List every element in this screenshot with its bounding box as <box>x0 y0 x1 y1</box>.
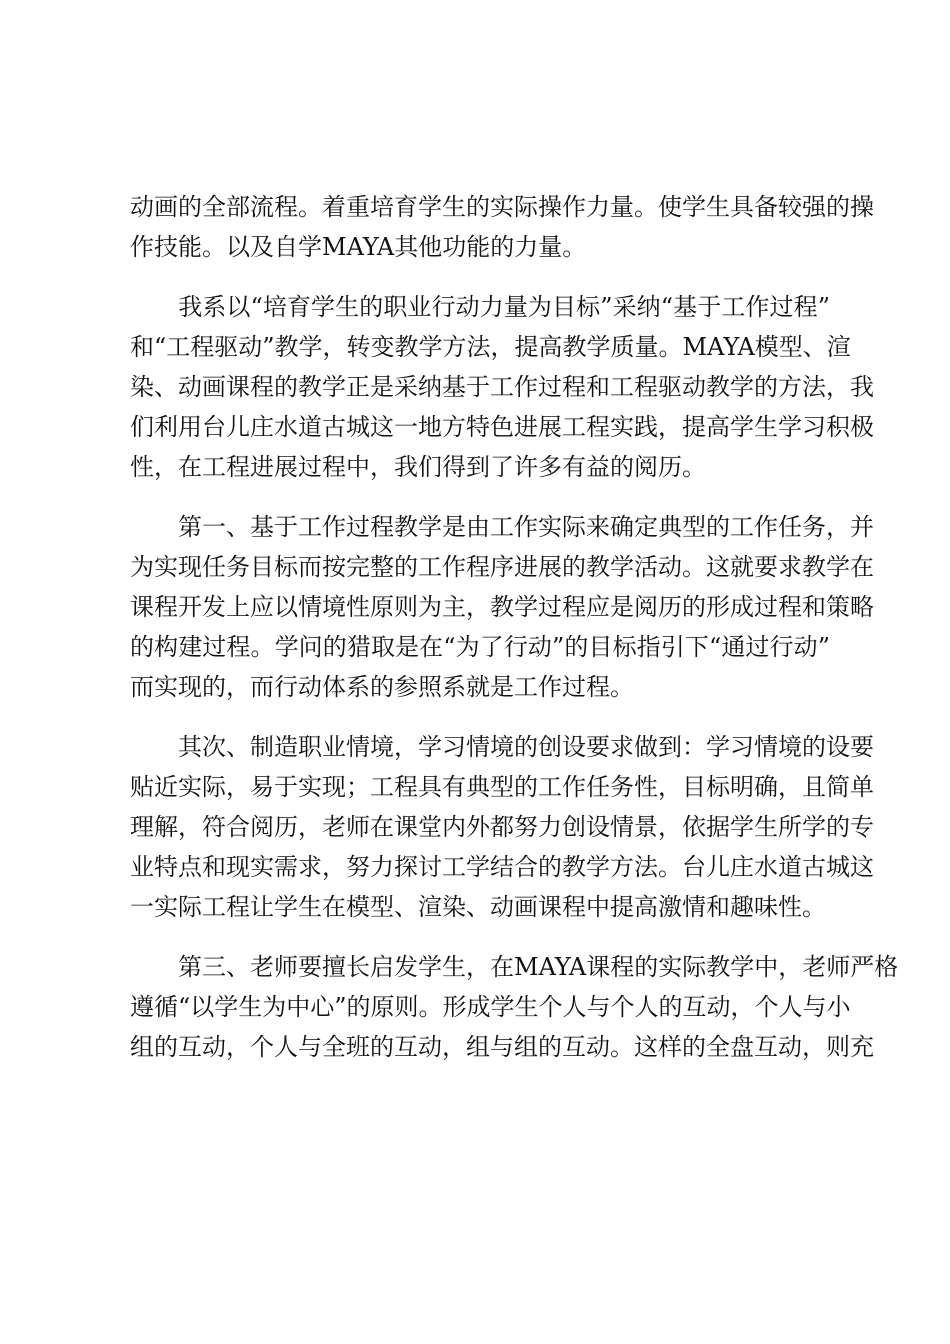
text-line: 一实际工程让学生在模型、渲染、动画课程中提高激情和趣味性。 <box>130 893 826 921</box>
paragraph-1 <box>130 187 874 267</box>
document-body <box>130 187 899 1087</box>
paragraph-4 <box>130 727 874 927</box>
text-line: 们利用台儿庄水道古城这一地方特色进展工程实践，提高学生学习积极 <box>130 413 874 441</box>
text-line: 和“工程驱动”教学，转变教学方法，提高教学质量。MAYA模型、渲 <box>130 333 851 361</box>
text-line: 为实现任务目标而按完整的工作程序进展的教学活动。这就要求教学在 <box>130 553 874 581</box>
paragraph-5 <box>130 947 899 1067</box>
text-line: 作技能。以及自学MAYA其他功能的力量。 <box>130 233 587 261</box>
text-line: 课程开发上应以情境性原则为主，教学过程应是阅历的形成过程和策略 <box>130 593 874 621</box>
text-line: 我系以“培育学生的职业行动力量为目标”采纳“基于工作过程” <box>130 293 830 321</box>
paragraph-3 <box>130 507 874 707</box>
text-line: 贴近实际，易于实现；工程具有典型的工作任务性，目标明确，且简单 <box>130 773 874 801</box>
text-line: 第三、老师要擅长启发学生，在MAYA课程的实际教学中，老师严格 <box>130 953 899 981</box>
text-line: 的构建过程。学问的猎取是在“为了行动”的目标指引下“通过行动” <box>130 633 830 661</box>
text-line: 业特点和现实需求，努力探讨工学结合的教学方法。台儿庄水道古城这 <box>130 853 874 881</box>
text-line: 其次、制造职业情境，学习情境的创设要求做到：学习情境的设要 <box>130 733 874 761</box>
text-line: 遵循“以学生为中心”的原则。形成学生个人与个人的互动，个人与小 <box>130 993 851 1021</box>
text-line: 理解，符合阅历，老师在课堂内外都努力创设情景，依据学生所学的专 <box>130 813 874 841</box>
text-line: 第一、基于工作过程教学是由工作实际来确定典型的工作任务，并 <box>130 513 874 541</box>
text-line: 染、动画课程的教学正是采纳基于工作过程和工程驱动教学的方法，我 <box>130 373 874 401</box>
paragraph-2 <box>130 287 874 487</box>
text-line: 组的互动，个人与全班的互动，组与组的互动。这样的全盘互动，则充 <box>130 1033 874 1061</box>
text-line: 性，在工程进展过程中，我们得到了许多有益的阅历。 <box>130 453 706 481</box>
text-line: 动画的全部流程。着重培育学生的实际操作力量。使学生具备较强的操 <box>130 193 874 221</box>
text-line: 而实现的，而行动体系的参照系就是工作过程。 <box>130 673 634 701</box>
